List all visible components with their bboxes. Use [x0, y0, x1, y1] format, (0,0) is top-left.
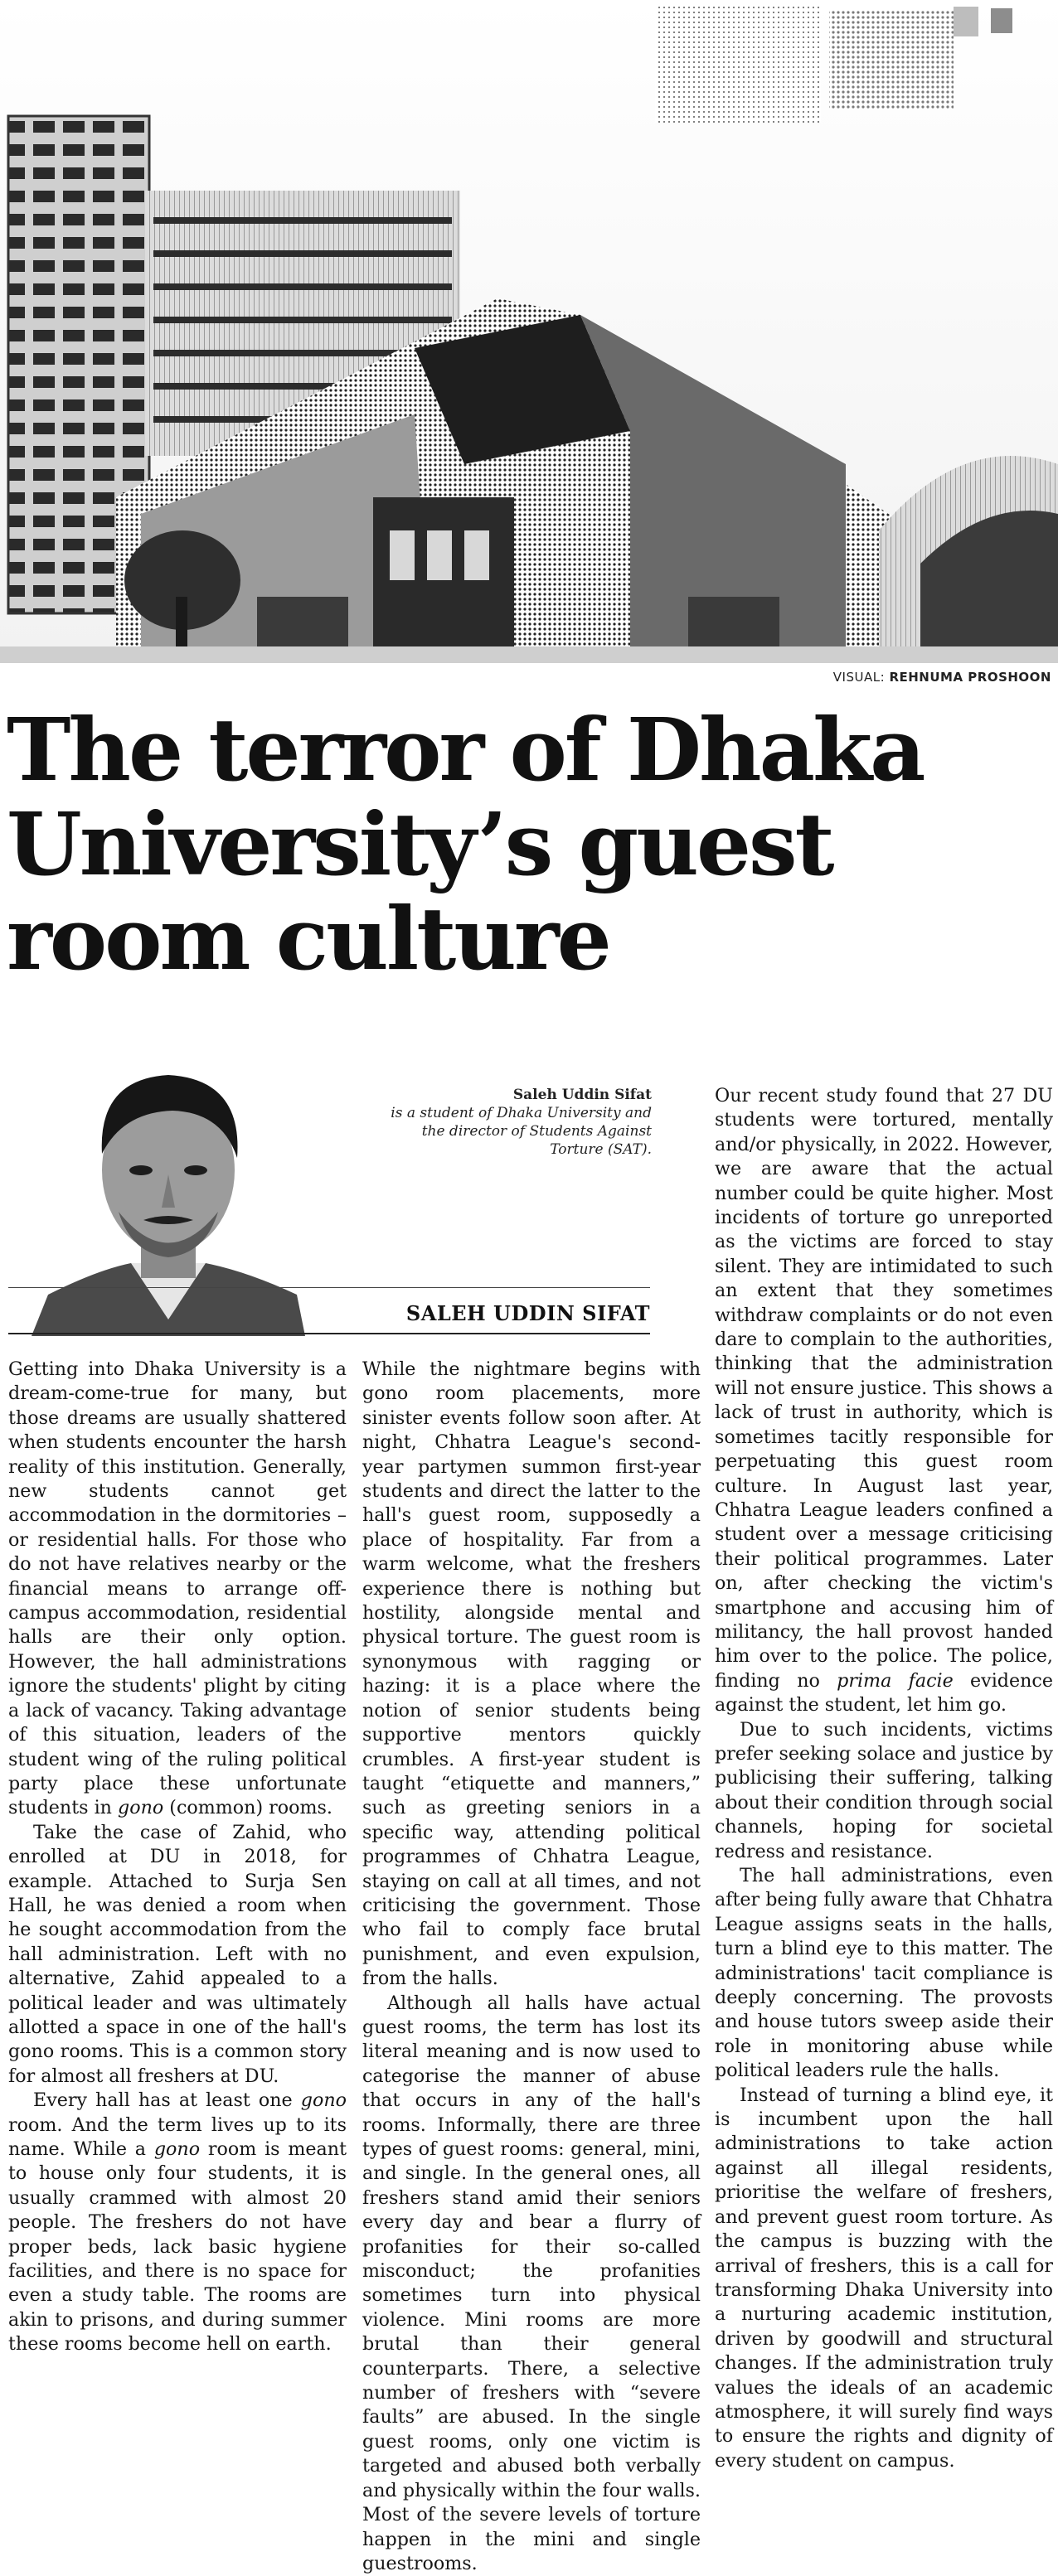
paragraph-6-term: prima facie: [837, 1669, 954, 1692]
paragraph-3-term-2: gono: [153, 2138, 201, 2160]
byline-top-rule: [8, 1287, 650, 1288]
headline-line-2: University’s guest: [7, 793, 832, 895]
paragraph-4: While the nightmare begins with gono room placements, more sinister events follow soon after. At night, Chhatra League's second-year partymen summon first-year students and direct the latter to the hall's guest room, supposedly a place of hospitality. Far from a warm welcome, what the freshers experience there is nothing but hostility, alongside mental and physical torture. The guest room is synonymous with ragging or hazing: it is a place where the notion of senior students being supportive mentors quickly crumbles. A first-year student is taught “etiquette and manners,” such as greeting seniors in a specific way, attending political programmes of Chhatra League, staying on call at all times, and not criticising the government. Those who fail to comply face brutal punishment, and even expulsion, from the halls.: [362, 1358, 701, 1990]
paragraph-1-text-b: (common) rooms.: [163, 1797, 332, 1819]
byline-bottom-rule: [8, 1333, 650, 1334]
visual-credit-label: VISUAL:: [832, 670, 886, 685]
headline-line-3: room culture: [7, 888, 609, 990]
paragraph-3-term-1: gono: [300, 2089, 347, 2112]
body-column-2: [362, 1358, 701, 2574]
paragraph-9: Instead of turning a blind eye, it is incumbent upon the hall administrations to take action against all illegal residents, prioritise the welfare of freshers, and prevent guest room torture. As the campus is buzzing with the arrival of freshers, this is a call for transforming Dhaka University into a nurturing academic institution, driven by goodwill and structural changes. If the administration truly values the ideals of an academic atmosphere, it will surely find ways to ensure the rights and dignity of every student on campus.: [715, 2084, 1053, 2472]
paragraph-1: [8, 1358, 347, 1821]
headline-line-1: The terror of Dhaka: [7, 699, 924, 801]
body-column-1: [8, 1358, 347, 2486]
paragraph-3-text-c: room is meant to house only four students, it is usually crammed with almost 20 people. The freshers do not have proper beds, lack basic hygiene facilities, and there is no space for even a study table. The rooms are akin to prisons, and during summer these rooms become hell on earth.: [8, 2138, 347, 2356]
author-bio-name: Saleh Uddin Sifat: [512, 1087, 652, 1103]
paragraph-3-text-a: Every hall has at least one: [33, 2089, 301, 2112]
byline: SALEH UDDIN SIFAT: [405, 1301, 650, 1325]
visual-credit-name: REHNUMA PROSHOON: [889, 670, 1051, 685]
author-bio-text: is a student of Dhaka University and the director of Students Against Torture (SAT).: [391, 1105, 652, 1158]
paragraph-8: The hall administrations, even after being fully aware that Chhatra League assigns seats in the halls, turn a blind eye to this matter. The administrations' tacit compliance is deeply concerning. The provosts and house tutors sweep aside their role in monitoring abuse while political leaders rule the halls.: [715, 1865, 1053, 2082]
paragraph-6-text-b: evidence against the student, let him go.: [715, 1669, 1053, 1717]
body-column-3: [715, 1084, 1053, 2486]
campus-illustration: [0, 0, 1058, 663]
paragraph-3: [8, 2089, 347, 2356]
paragraph-3-text-b: room. And the term lives up to its name. While a: [8, 2114, 347, 2160]
paragraph-5: Although all halls have actual guest rooms, the term has lost its literal meaning and is now used to categorise the manner of abuse that occurs in any of the hall's rooms. Informally, there are three types of guest rooms: general, mini, and single. In the general ones, all freshers stand amid their seniors every day and bear a flurry of profanities for their so-called misconduct; the profanities sometimes turn into physical violence. Mini rooms are more brutal than their general counterparts. There, a selective number of freshers with “severe faults” are abused. In the single guest rooms, only one victim is targeted and abused both verbally and physically within the four walls. Most of the severe levels of torture happen in the mini and single guestrooms.: [362, 1992, 701, 2574]
paragraph-6-text-a: Our recent study found that 27 DU students were tortured, mentally and/or physically, in 2022. However, we are aware that the actual number could be quite higher. Most incidents of torture go unreported as the victims are forced to stay silent. They are intimidated to such an extent that they sometimes withdraw complaints or do not even dare to complain to the authorities, thinking that the administration will not ensure justice. This shows a lack of trust in authority, which is sometimes tacitly responsible for perpetuating this guest room culture. In August last year, Chhatra League leaders confined a student over a message criticising their political programmes. Later on, after checking the victim's smartphone and accusing him of militancy, the hall provost handed him over to the police. The police, finding no: [715, 1085, 1053, 1692]
visual-credit: [833, 670, 1051, 685]
paragraph-6: [715, 1084, 1053, 1718]
author-bio: [365, 1086, 652, 1159]
paragraph-1-term: gono: [118, 1797, 164, 1819]
headline: [7, 699, 1051, 990]
paragraph-1-text-a: Getting into Dhaka University is a dream-come-true for many, but those dreams are usually shattered when students encounter the harsh reality of this institution. Generally, new students cannot get accommodation in the dormitories – or residential halls. For those who do not have relatives nearby or the financial means to arrange off-campus accommodation, residential halls are their only option. However, the hall administrations ignore the students' plight by citing a lack of vacancy. Taking advantage of this situation, leaders of the student wing of the ruling political party place these unfortunate students in: [8, 1358, 347, 1819]
author-photo: [32, 1046, 305, 1336]
paragraph-7: Due to such incidents, victims prefer seeking solace and justice by publicising their suffering, talking about their condition through social channels, hoping for societal redress and resistance.: [715, 1718, 1053, 1862]
paragraph-2: Take the case of Zahid, who enrolled at DU in 2018, for example. Attached to Surja Sen Hall, he was denied a room when he sought accommodation from the hall administration. Left with no alternative, Zahid appealed to a political leader and was ultimately allotted a space in one of the hall's gono rooms. This is a common story for almost all freshers at DU.: [8, 1821, 347, 2087]
